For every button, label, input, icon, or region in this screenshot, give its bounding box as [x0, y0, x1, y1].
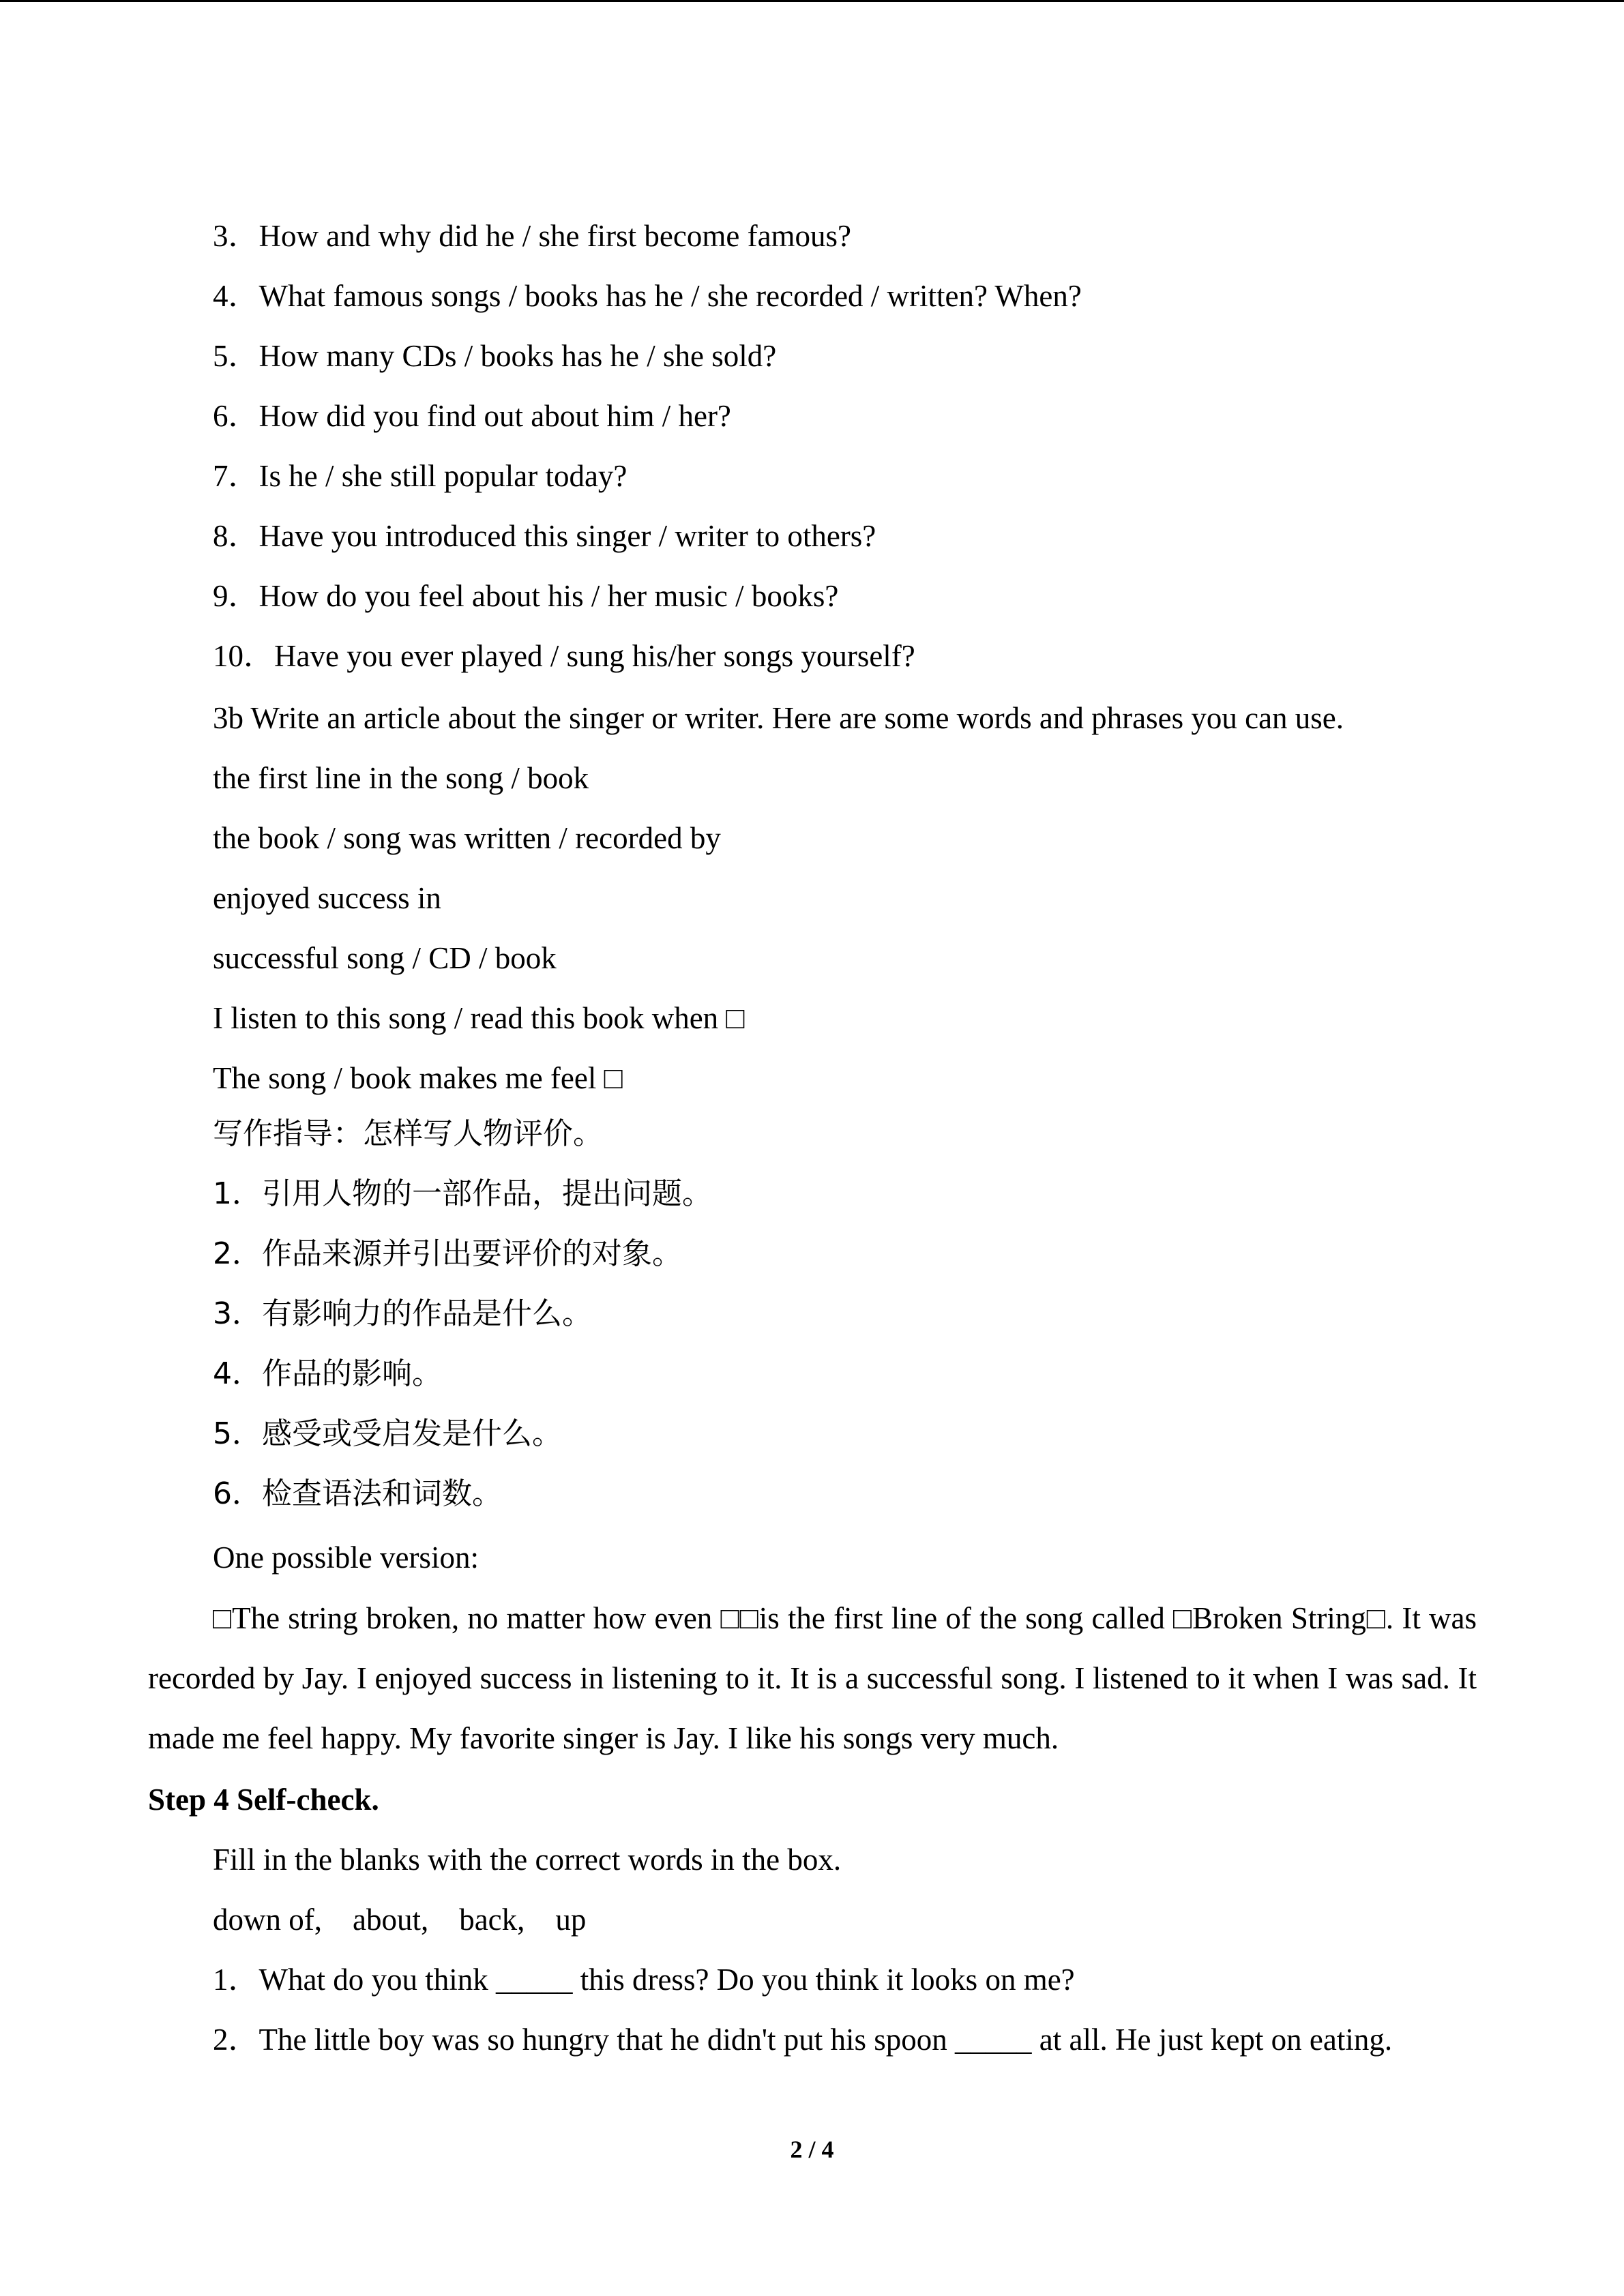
top-border-line	[0, 0, 1624, 2]
writing-guide-step: 5．感受或受启发是什么。	[213, 1416, 562, 1451]
phrase-item: The song / book makes me feel □	[213, 1061, 623, 1095]
step4-instruction: Fill in the blanks with the correct words in the box.	[213, 1843, 842, 1877]
exercise-item: 1．What do you think _____ this dress? Do you think it looks on me?	[213, 1963, 1075, 1997]
writing-guide-step: 1．引用人物的一部作品，提出问题。	[213, 1176, 712, 1211]
phrase-item: enjoyed success in	[213, 881, 441, 915]
phrase-item: the book / song was written / recorded by	[213, 821, 721, 855]
writing-guide-step: 3．有影响力的作品是什么。	[213, 1296, 592, 1331]
page-number: 2 / 4	[790, 2136, 834, 2163]
question-3: 3．How and why did he / she first become famous?	[213, 219, 852, 253]
phrase-item: the first line in the song / book	[213, 761, 589, 795]
sample-label: One possible version:	[213, 1540, 479, 1575]
question-8: 8．Have you introduced this singer / writer to others?	[213, 519, 876, 553]
question-6: 6．How did you find out about him / her?	[213, 399, 731, 433]
task-3b-instruction: 3b Write an article about the singer or writer. Here are some words and phrases you can use.	[213, 701, 1344, 735]
sample-paragraph: □The string broken, no matter how even □□is the first line of the song called □Broken String□. It was recorded by Jay. I enjoyed success in listening to it. It is a successful song. I listened to it when I was sad. It made me feel happy. My favorite singer is Jay. I like his songs very much.	[148, 1601, 1477, 1755]
question-10: 10．Have you ever played / sung his/her songs yourself?	[213, 639, 915, 673]
writing-guide-title: 写作指导：怎样写人物评价。	[213, 1116, 603, 1151]
writing-guide-step: 6．检查语法和词数。	[213, 1476, 502, 1511]
step4-heading: Step 4 Self-check.	[148, 1783, 379, 1817]
phrase-item: I listen to this song / read this book when □	[213, 1001, 745, 1035]
writing-guide-step: 2．作品来源并引出要评价的对象。	[213, 1236, 682, 1271]
writing-guide-step: 4．作品的影响。	[213, 1356, 442, 1391]
question-9: 9．How do you feel about his / her music / books?	[213, 579, 839, 613]
question-7: 7．Is he / she still popular today?	[213, 459, 628, 493]
question-5: 5．How many CDs / books has he / she sold?	[213, 339, 777, 373]
word-box: down of, about, back, up	[213, 1903, 587, 1937]
phrase-item: successful song / CD / book	[213, 941, 557, 975]
question-4: 4．What famous songs / books has he / she recorded / written? When?	[213, 279, 1082, 313]
exercise-item: 2．The little boy was so hungry that he didn't put his spoon _____ at all. He just kept on eating.	[213, 2023, 1393, 2057]
